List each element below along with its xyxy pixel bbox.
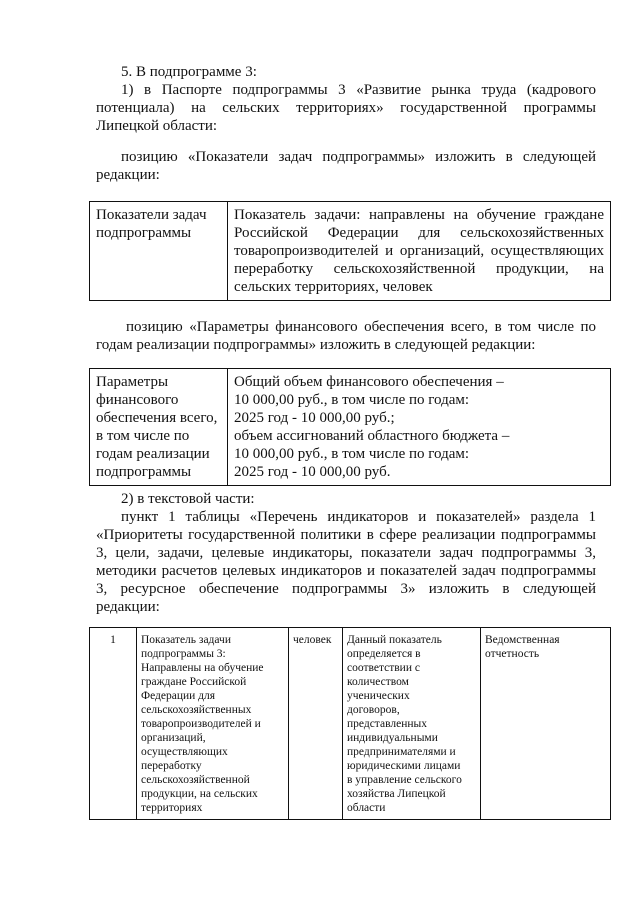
indicator-name-line-1: Показатель задачи <box>141 634 231 646</box>
point-1-line-5: 3, ресурсное обеспечение подпрограммы 3» изложить в следующей <box>96 581 596 597</box>
table-row <box>90 628 611 820</box>
method-line-1: Данный показатель <box>347 634 442 646</box>
item-1-paragraph <box>96 81 596 135</box>
financing-value-line-1: Общий объем финансового обеспечения – <box>234 374 504 390</box>
indicator-name-line-12: продукции, на сельских <box>141 788 258 800</box>
indicator-name-line-7: товаропроизводителей и <box>141 718 261 730</box>
financing-table <box>89 368 611 486</box>
indicators-value-line-2: Российской Федерации для сельскохозяйственных <box>234 225 604 241</box>
point-1-paragraph <box>96 508 596 616</box>
item-1-line-1: 1) в Паспорте подпрограммы 3 «Развитие рынка труда (кадрового <box>121 82 596 98</box>
financing-value-line-4: объем ассигнований областного бюджета – <box>234 428 510 444</box>
indicator-name-line-9: осуществляющих <box>141 746 228 758</box>
source-line-2: отчетность <box>485 648 540 660</box>
method-line-11: в управление сельского <box>347 774 462 786</box>
financing-value-line-2: 10 000,00 руб., в том числе по годам: <box>234 392 470 408</box>
position-2-line-2: годам реализации подпрограммы» изложить в следующей редакции: <box>96 337 536 353</box>
indicators-value-line-4: переработку сельскохозяйственной продукции, на <box>234 261 604 277</box>
method-line-5: ученических <box>347 690 410 702</box>
financing-label-line-1: Параметры <box>96 374 169 390</box>
indicator-name-line-13: территориях <box>141 802 203 814</box>
indicator-detail-table <box>89 627 611 820</box>
indicator-name-line-8: организаций, <box>141 732 206 744</box>
indicators-value-line-1: Показатель задачи: направлены на обучение граждане <box>234 207 604 223</box>
indicator-name-line-3: Направлены на обучение <box>141 662 264 674</box>
method-line-6: договоров, <box>347 704 400 716</box>
financing-label-line-2: финансового <box>96 392 179 408</box>
indicators-table <box>89 201 611 301</box>
method-line-13: области <box>347 802 386 814</box>
method-line-7: представленных <box>347 718 427 730</box>
indicator-name-line-2: подпрограммы 3: <box>141 648 226 660</box>
indicators-value-line-3: товаропроизводителей и организаций, осуществляющих <box>234 243 604 259</box>
position-1-line-2: редакции: <box>96 167 160 183</box>
indicator-name-cell <box>137 628 289 820</box>
position-2-line-1: позицию «Параметры финансового обеспечения всего, в том числе по <box>126 319 596 335</box>
point-1-line-2: «Приоритеты государственной политики в сфере реализации подпрограммы <box>96 527 596 543</box>
section-heading: 5. В подпрограмме 3: <box>121 64 257 80</box>
row-number-cell <box>90 628 137 820</box>
indicators-label-cell <box>90 202 228 301</box>
indicator-name-line-10: переработку <box>141 760 202 772</box>
indicators-label-line-1: Показатели задач <box>96 207 207 223</box>
method-line-8: индивидуальными <box>347 732 438 744</box>
method-line-4: количеством <box>347 676 409 688</box>
row-number: 1 <box>110 634 116 646</box>
indicator-name-line-11: сельскохозяйственной <box>141 774 250 786</box>
financing-label-cell <box>90 369 228 486</box>
financing-label-line-4: в том числе по <box>96 428 190 444</box>
position-1-line-1: позицию «Показатели задач подпрограммы» изложить в следующей <box>121 149 596 165</box>
method-line-2: определяется в <box>347 648 421 660</box>
financing-label-line-3: обеспечения всего, <box>96 410 218 426</box>
method-line-10: юридическими лицами <box>347 760 461 772</box>
method-line-3: соответствии с <box>347 662 420 674</box>
data-source-cell <box>481 628 611 820</box>
method-line-12: хозяйства Липецкой <box>347 788 446 800</box>
unit-value: человек <box>293 634 332 646</box>
indicators-value-line-5: сельских территориях, человек <box>234 279 433 295</box>
calculation-method-cell <box>343 628 481 820</box>
point-1-line-6: редакции: <box>96 599 160 615</box>
unit-cell <box>289 628 343 820</box>
position-2-paragraph <box>96 318 596 354</box>
method-line-9: предпринимателями и <box>347 746 456 758</box>
financing-value-cell <box>228 369 611 486</box>
financing-value-line-5: 10 000,00 руб., в том числе по годам: <box>234 446 470 462</box>
point-1-line-1: пункт 1 таблицы «Перечень индикаторов и показателей» раздела 1 <box>121 509 596 525</box>
indicators-table-row <box>90 202 611 301</box>
indicators-value-cell <box>228 202 611 301</box>
item-1-line-3: Липецкой области: <box>96 118 218 134</box>
item-2-heading: 2) в текстовой части: <box>121 491 255 507</box>
item-1-line-2: потенциала) на сельских территориях» государственной программы <box>96 100 596 116</box>
position-1-paragraph <box>96 148 596 184</box>
indicator-name-line-5: Федерации для <box>141 690 216 702</box>
financing-table-row <box>90 369 611 486</box>
point-1-line-3: 3, цели, задачи, целевые индикаторы, показатели задач подпрограммы 3, <box>96 545 596 561</box>
financing-value-line-3: 2025 год - 10 000,00 руб.; <box>234 410 395 426</box>
source-line-1: Ведомственная <box>485 634 560 646</box>
indicator-name-line-4: граждане Российской <box>141 676 247 688</box>
financing-label-line-6: подпрограммы <box>96 464 192 480</box>
financing-label-line-5: годам реализации <box>96 446 210 462</box>
indicator-name-line-6: сельскохозяйственных <box>141 704 252 716</box>
financing-value-line-6: 2025 год - 10 000,00 руб. <box>234 464 391 480</box>
point-1-line-4: методики расчетов целевых индикаторов и показателей задач подпрограммы <box>96 563 596 579</box>
indicators-label-line-2: подпрограммы <box>96 225 192 241</box>
